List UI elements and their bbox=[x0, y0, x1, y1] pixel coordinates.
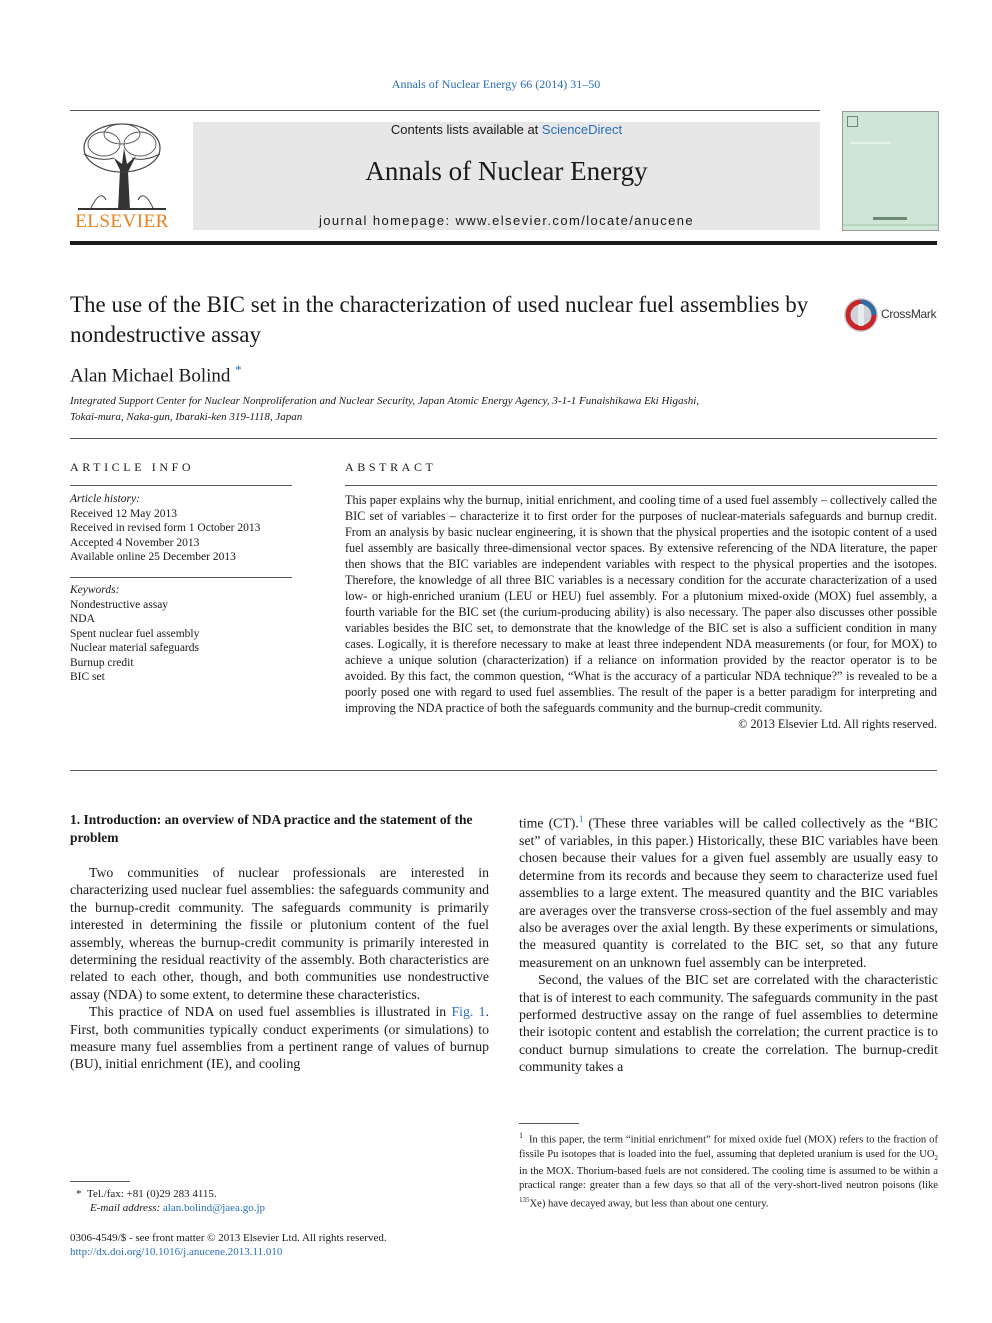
abstract-body bbox=[345, 492, 937, 732]
keyword-item: Burnup credit bbox=[70, 656, 134, 669]
right-column-body bbox=[519, 811, 938, 1076]
corresponding-mark: * bbox=[76, 1188, 82, 1200]
journal-cover-thumbnail bbox=[842, 111, 939, 231]
paragraph-2-cont-start: time (CT). bbox=[519, 815, 579, 831]
article-info-rule bbox=[70, 485, 292, 486]
crossmark-label: CrossMark bbox=[881, 307, 937, 321]
corresponding-tel-text: Tel./fax: +81 (0)29 283 4115. bbox=[87, 1188, 217, 1200]
author-affiliation bbox=[70, 393, 790, 425]
elsevier-tree-icon bbox=[70, 118, 174, 214]
corresponding-rule bbox=[70, 1181, 130, 1182]
author-name bbox=[70, 362, 242, 387]
contents-line bbox=[193, 122, 820, 137]
crossmark-icon bbox=[843, 297, 879, 333]
section-1-heading: 1. Introduction: an overview of NDA practice and the statement of the problem bbox=[70, 812, 473, 845]
email-link[interactable]: alan.bolind@jaea.go.jp bbox=[162, 1202, 265, 1214]
front-matter bbox=[70, 1231, 570, 1259]
article-history bbox=[70, 492, 292, 565]
corresponding-author-note bbox=[76, 1187, 496, 1215]
footnote-superscript: 135 bbox=[519, 1195, 530, 1204]
keyword-item: NDA bbox=[70, 613, 95, 625]
paragraph-2-start: This practice of NDA on used fuel assemblies is illustrated in bbox=[89, 1004, 452, 1020]
header-thick-rule bbox=[70, 241, 937, 245]
elsevier-logo bbox=[70, 118, 174, 232]
footnote-1 bbox=[519, 1129, 938, 1211]
keywords-label: Keywords: bbox=[70, 584, 120, 596]
article-info-heading: ARTICLE INFO bbox=[70, 460, 195, 474]
footnote-rule bbox=[519, 1123, 579, 1124]
author-footnote-mark[interactable]: * bbox=[235, 362, 242, 377]
history-online: Available online 25 December 2013 bbox=[70, 551, 236, 563]
figure-1-link[interactable]: Fig. 1 bbox=[451, 1004, 486, 1020]
keyword-item: Nondestructive assay bbox=[70, 598, 169, 611]
sciencedirect-link[interactable]: ScienceDirect bbox=[541, 122, 623, 137]
footnote-subscript: 2 bbox=[934, 1153, 938, 1162]
keyword-item: BIC set bbox=[70, 671, 105, 683]
history-revised: Received in revised form 1 October 2013 bbox=[70, 522, 261, 534]
author-name-text: Alan Michael Bolind bbox=[70, 365, 231, 387]
footnote-text-2: in the MOX. Thorium-based fuels are not considered. The cooling time is assumed to be within a practical range: greater than a few days so that all of the very-short-lived neutron poisons (like bbox=[519, 1165, 938, 1191]
email-label: E-mail address: bbox=[90, 1202, 163, 1214]
homepage-line bbox=[193, 213, 820, 228]
history-received: Received 12 May 2013 bbox=[70, 507, 177, 520]
header-rule bbox=[70, 110, 820, 111]
homepage-url[interactable]: www.elsevier.com/locate/anucene bbox=[455, 213, 694, 228]
journal-name: Annals of Nuclear Energy bbox=[365, 156, 648, 186]
paragraph-3: Second, the values of the BIC set are correlated with the characteristic that is of interest to each community. The safeguards community in the past performed destructive assay on the range of fuel assemblies to determine their isotopic content and establish the correlation; the current practice is to conduct burnup simulations to create the correlation. The burnup-credit community takes a bbox=[519, 972, 938, 1075]
abstract-rule bbox=[345, 485, 937, 486]
corresponding-tel bbox=[76, 1187, 496, 1201]
corresponding-email bbox=[76, 1201, 496, 1215]
paragraph-1: Two communities of nuclear professionals are interested in characterizing used nuclear fuel assemblies: the safeguards community and the burnup-credit community. The safeguards community is primarily interested in determining the fissile or plutonium content of the fuel assembly, whereas the burnup-credit community is primarily interested in determining the residual reactivity of the assembly. Both characteristics are related to each other, though, and both communities use nondestructive assay (NDA) to some extent, to determine these characteristics. bbox=[70, 865, 489, 1002]
affiliation-line-1: Integrated Support Center for Nuclear Nonproliferation and Nuclear Security, Japan Atomic Energy Agency, 3-1-1 Funaishikawa Eki Higashi, bbox=[70, 395, 700, 407]
paragraph-2-continued bbox=[519, 811, 938, 971]
journal-citation[interactable]: Annals of Nuclear Energy 66 (2014) 31–50 bbox=[391, 77, 601, 91]
abstract-text: This paper explains why the burnup, initial enrichment, and cooling time of a used fuel assembly – collectively called the BIC set of variables – characterize it to first order for the purposes of nuclear-materials safeguards and burnup credit. From an analysis by basic nuclear engineering, it is shown that the physical properties and the isotopic content of a used fuel assembly are basically three-dimensional vector spaces. By extensive referencing of the NDA literature, the paper then shows that the BIC variables are independent variables with respect to the physical properties and the isotopes. Therefore, the knowledge of all three BIC variables is a necessary condition for the accurate characterization of a used low- or high-enriched uranium (LEU or HEU) fuel assembly. For a plutonium mixed-oxide (MOX) fuel assembly, a fourth variable for the BIC set (the curium-producing ability) is also necessary. The paper also discusses other possible variables besides the BIC set, to demonstrate that the knowledge of the BIC set is also a sufficient condition in many cases. Logically, it is therefore necessary to make at least three independent NDA measurements (or four, for MOX) to achieve a unique solution (characterization) if a reliance on information provided by the reactor operator is to be avoided. By this fact, the common question, “What is the accuracy of a particular NDA technique?” is revealed to be a poorly posed one with regard to used fuel assemblies. The result of the paper is a better paradigm for interpreting and improving the NDA practice of both the safeguards community and the burnup-credit community. bbox=[345, 493, 937, 715]
contents-prefix: Contents lists available at bbox=[390, 122, 542, 137]
paragraph-2-cont-end: (These three variables will be called collectively as the “BIC set” of variables, in this paper.) Historically, these BIC variables have been chosen because their values for a given fuel assembly are usually easy to determine from its records and because they seem to characterize used fuel assemblies to a large extent. The measured quantity and the BIC variables are averages over the transverse cross-section of the fuel assembly and may also be averages over the axial length. By these experiments or simulations, the measured quantity is correlated to the BIC set, so that any future measurement on an unknown fuel assembly can be interpreted. bbox=[519, 815, 938, 970]
affiliation-line-2: Tokai-mura, Naka-gun, Ibaraki-ken 319-1118, Japan bbox=[70, 411, 303, 423]
abstract-bottom-rule bbox=[70, 770, 937, 771]
abstract-copyright: © 2013 Elsevier Ltd. All rights reserved. bbox=[738, 717, 937, 731]
publisher-wordmark: ELSEVIER bbox=[75, 211, 169, 232]
paragraph-2-end: . First, both communities typically conduct experiments (or simulations) to measure many fuel assemblies from a pertinent range of values of burnup (BU), initial enrichment (IE), and cooling bbox=[70, 1004, 490, 1072]
article-title: The use of the BIC set in the characterization of used nuclear fuel assemblies by nondestructive assay bbox=[70, 292, 809, 347]
journal-banner bbox=[193, 122, 820, 230]
affiliation-divider bbox=[70, 438, 937, 439]
keywords-rule bbox=[70, 577, 292, 578]
left-column-body bbox=[70, 864, 489, 1073]
abstract-heading: ABSTRACT bbox=[345, 460, 437, 474]
footnote-text-1: In this paper, the term “initial enrichment” for mixed oxide fuel (MOX) refers to the fraction of fissile Pu isotopes that is loaded into the fuel, assuming that depleted uranium is used for the UO bbox=[519, 1134, 939, 1160]
keyword-item: Nuclear material safeguards bbox=[70, 642, 199, 654]
keyword-item: Spent nuclear fuel assembly bbox=[70, 627, 200, 640]
doi-link[interactable]: http://dx.doi.org/10.1016/j.anucene.2013.11.010 bbox=[70, 1246, 283, 1258]
crossmark-badge[interactable] bbox=[843, 297, 943, 337]
paragraph-2 bbox=[70, 1003, 489, 1073]
issn-line: 0306-4549/$ - see front matter © 2013 Elsevier Ltd. All rights reserved. bbox=[70, 1232, 387, 1244]
footnote-mark: 1 bbox=[519, 1131, 523, 1140]
footnote-text-3: Xe) have decayed away, but less than about one century. bbox=[529, 1198, 769, 1210]
footnote-1-ref[interactable]: 1 bbox=[578, 814, 584, 824]
history-label: Article history: bbox=[70, 493, 140, 505]
history-accepted: Accepted 4 November 2013 bbox=[70, 536, 200, 549]
homepage-prefix: journal homepage: bbox=[318, 213, 456, 228]
keywords-list bbox=[70, 583, 292, 685]
